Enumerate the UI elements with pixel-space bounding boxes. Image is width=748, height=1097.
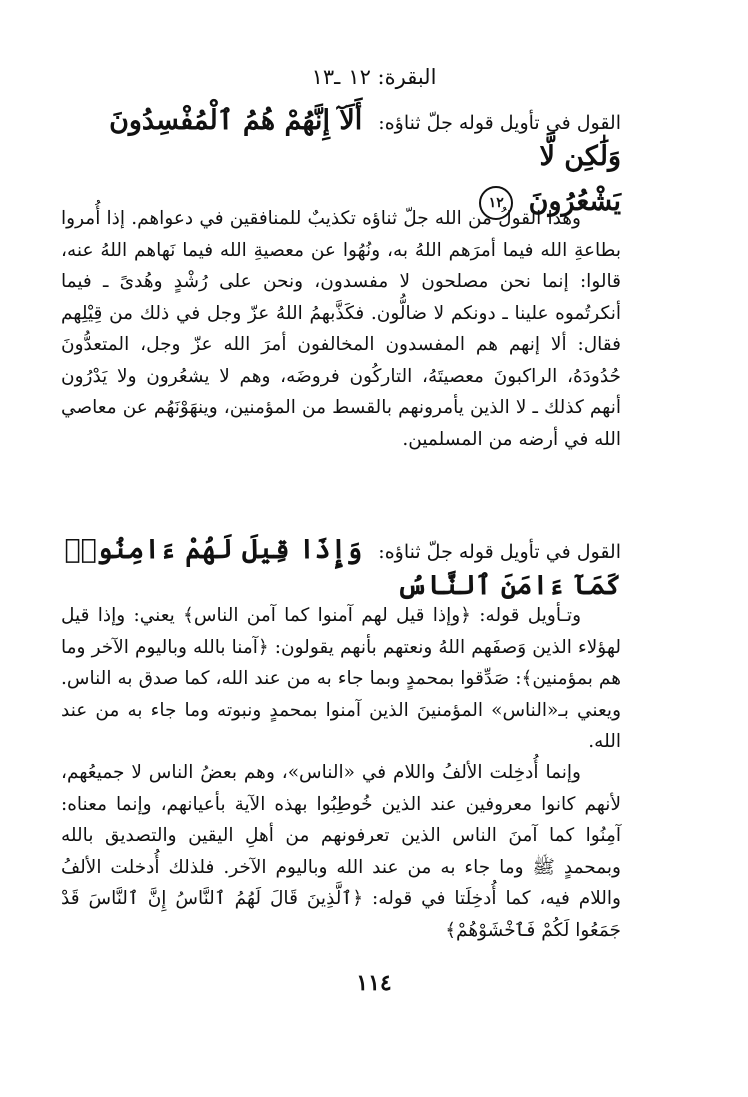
heading-1-intro: القول في تأويل قوله جلّ ثناؤه:	[378, 112, 621, 134]
running-head-verses: ١٢ـ١٣	[311, 65, 371, 89]
paragraph-1-text: وهذا القولُ من الله جلّ ثناؤه تكذيبٌ للمنافقين في دعواهم. إذا أُمروا بطاعةِ الله فيما أمرَهم اللهُ به، ونُهُوا عن معصيةِ الله فيما نَهاهم اللهُ عنه، قالوا: إنما نحن مصلحون لا مفسدون، ونحن على رُشْدٍ وهُدىً ـ فيما أنكرتُموه علينا ـ دونكم لا ضالُّون. فكَذَّبهمُ اللهُ عزّ وجل في ذلك من قِيْلِهم فقال: ألا إنهم هم المفسدون المخالفون أمرَ الله عزّ وجل، المتعدُّونَ حُدُودَهُ، الراكبونَ معصيتَهُ، التاركُون فروضَه، وهم لا يشعُرون ولا يَدْرُون أنهم كذلك ـ لا الذين يأمرونهم بالقسط من المؤمنين، وينهَوْنَهُم عن معاصي الله في أرضه من المسلمين.	[61, 208, 621, 450]
paragraph-3-text: وإنما أُدخِلت الألفُ واللام في «الناس»، وهم بعضُ الناس لا جميعُهم، لأنهم كانوا معروفين عند الذين خُوطِبُوا بهذه الآية بأعيانهم، وإنما معناه: آمِنُوا كما آمنَ الناس الذين تعرفونهم من أهلِ اليقين والتصديق بالله وبمحمدٍ ﷺ وما جاء به من عند الله وباليوم الآخر. فلذلك أُدخلت الألفُ واللام فيه، كما أُدخِلَتا في قوله: ﴿ٱلَّذِينَ قَالَ لَهُمُ ٱلنَّاسُ إِنَّ ٱلنَّاسَ قَدْ جَمَعُوا لَكُمْ فَٱخْشَوْهُمْ﴾	[61, 762, 621, 941]
commentary-paragraph-1	[61, 203, 621, 455]
commentary-paragraph-2	[61, 600, 621, 758]
heading-2-verse: وَإِذَا قِيلَ لَهُمْ ءَامِنُوا۟ كَمَآ ءَامَنَ ٱلنَّاسُ	[64, 534, 621, 601]
page-number: ١١٤	[356, 970, 392, 996]
heading-1-verse: أَلَآ إِنَّهُمْ هُمُ ٱلْمُفْسِدُونَ وَلَٰكِن لَّا	[109, 105, 621, 172]
paragraph-2-text: وتـأويل قوله: ﴿وإذا قيل لهم آمنوا كما آمن الناس﴾ يعني: وإذا قيل لهؤلاء الذين وَصفَهم اللهُ ونعتهم بأنهم يقولون: ﴿آمنا بالله وباليوم الآخر وما هم بمؤمنين﴾: صَدِّقوا بمحمدٍ وبما جاء به من عند الله، كما صدق به الناس. ويعني بـ«الناس» المؤمنينَ الذين آمنوا بمحمدٍ ونبوته وما جاء به من عند الله.	[61, 605, 621, 752]
running-head	[0, 62, 748, 92]
section-heading-2	[61, 533, 621, 605]
heading-1-verse-line2: يَشْعُرُونَ	[528, 186, 621, 217]
heading-2-intro: القول في تأويل قوله جلّ ثناؤه:	[378, 541, 621, 563]
commentary-paragraph-3	[61, 757, 621, 946]
ayah-number-marker: ١٢	[479, 186, 513, 220]
running-head-surah: البقرة:	[377, 65, 437, 89]
